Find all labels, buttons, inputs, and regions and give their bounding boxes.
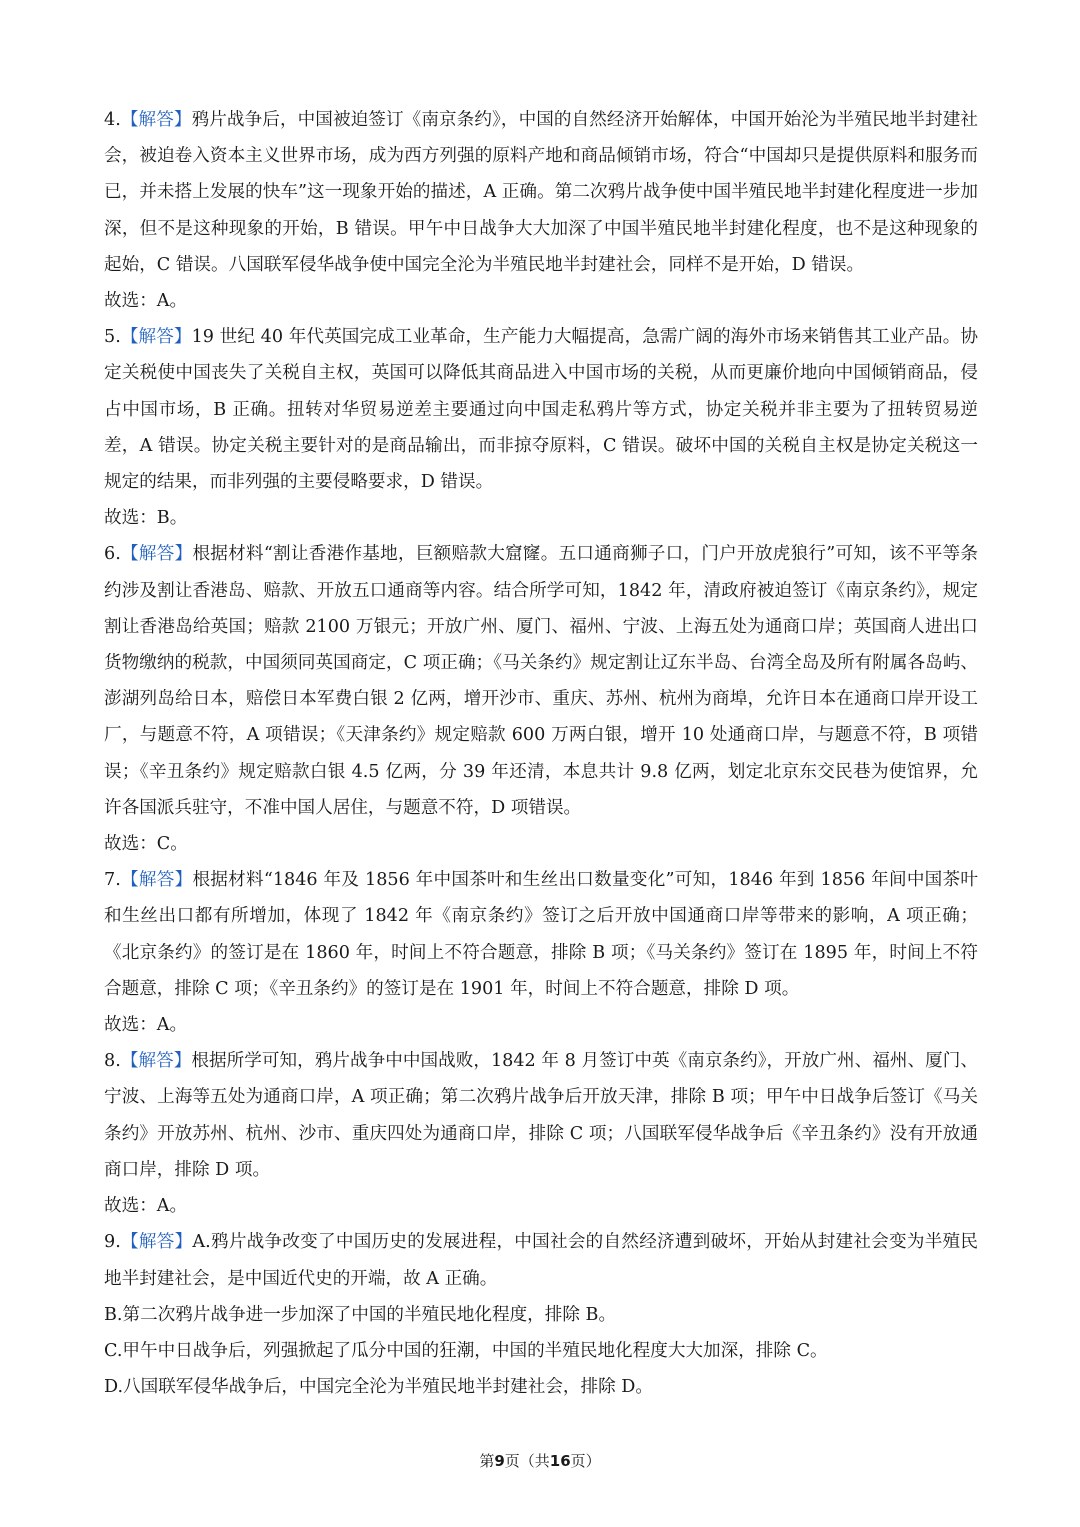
answer-tag: 【解答】	[120, 327, 192, 348]
item-number: 9.	[104, 1232, 121, 1253]
answer-text: A.鸦片战争改变了中国历史的发展进程，中国社会的自然经济遭到破坏，开始从封建社会变为半殖民地半封建社会，是中国近代史的开端，故 A 正确。	[104, 1232, 978, 1289]
answer-text: 根据材料“割让香港作基地，巨额赔款大窟窿。五口通商狮子口，门户开放虎狼行”可知，该不平等条约涉及割让香港岛、赔款、开放五口通商等内容。结合所学可知，1842 年，清政府被迫签订《南京条约》，规定割让香港岛给英国；赔款 2100 万银元；开放广州、厦门、福州、宁波、上海五处为通商口岸；英国商人进出口货物缴纳的税款，中国须同英国商定，C 项正确；《马关条约》规定割让辽东半岛、台湾全岛及所有附属各岛屿、澎湖列岛给日本，赔偿日本军费白银 2 亿两，增开沙市、重庆、苏州、杭州为商埠，允许日本在通商口岸开设工厂，与题意不符，A 项错误；《天津条约》规定赔款 600 万两白银，增开 10 处通商口岸，与题意不符，B 项错误；《辛丑条约》规定赔款白银 4.5 亿两，分 39 年还清，本息共计 9.8 亿两，划定北京东交民巷为使馆界，允许各国派兵驻守，不准中国人居住，与题意不符，D 项错误。	[104, 544, 978, 818]
answer-item-5	[104, 319, 978, 500]
answer-tag: 【解答】	[120, 1232, 193, 1253]
answer-text: 根据所学可知，鸦片战争中中国战败，1842 年 8 月签订中英《南京条约》，开放广州、福州、厦门、宁波、上海等五处为通商口岸，A 项正确；第二次鸦片战争后开放天津，排除 B 项；甲午中日战争后签订《马关条约》开放苏州、杭州、沙市、重庆四处为通商口岸，排除 C 项；八国联军侵华战争后《辛丑条约》没有开放通商口岸，排除 D 项。	[104, 1051, 978, 1180]
answer-item-6	[104, 536, 978, 826]
answer-choice: 故选：A。	[104, 1015, 188, 1036]
item-number: 6.	[104, 544, 121, 565]
answer-tag: 【解答】	[120, 110, 192, 130]
answer-text: 19 世纪 40 年代英国完成工业革命，生产能力大幅提高，急需广阔的海外市场来销售其工业产品。协定关税使中国丧失了关税自主权，英国可以降低其商品进入中国市场的关税，从而更廉价地向中国倾销商品，侵占中国市场，B 正确。扭转对华贸易逆差主要通过向中国走私鸦片等方式，协定关税并非主要为了扭转贸易逆差，A 错误。协定关税主要针对的是商品输出，而非掠夺原料，C 错误。破坏中国的关税自主权是协定关税这一规定的结果，而非列强的主要侵略要求，D 错误。	[104, 327, 978, 493]
answer-item-4	[104, 102, 978, 283]
answer-tag: 【解答】	[120, 870, 193, 891]
footer-middle: 页（共	[504, 1452, 550, 1470]
answer-text: 根据材料“1846 年及 1856 年中国茶叶和生丝出口数量变化”可知，1846 年到 1856 年间中国茶叶和生丝出口都有所增加，体现了 1842 年《南京条约》签订之后开放中国通商口岸等带来的影响，A 项正确；《北京条约》的签订是在 1860 年，时间上不符合题意，排除 B 项；《马关条约》签订在 1895 年，时间上不符合题意，排除 C 项；《辛丑条约》的签订是在 1901 年，时间上不符合题意，排除 D 项。	[104, 870, 978, 999]
answer-content	[104, 102, 978, 1405]
answer-item-8	[104, 1043, 978, 1188]
item-number: 7.	[104, 870, 121, 891]
footer-page-number: 9	[494, 1452, 505, 1470]
answer-item-9	[104, 1224, 978, 1296]
item-number: 4.	[104, 110, 121, 130]
item-number: 8.	[104, 1051, 121, 1072]
answer-tag: 【解答】	[120, 1051, 192, 1072]
answer-option-line: C.甲午中日战争后，列强掀起了瓜分中国的狂潮，中国的半殖民地化程度大大加深，排除 C。	[104, 1340, 828, 1361]
answer-tag: 【解答】	[120, 544, 193, 565]
item-number: 5.	[104, 327, 121, 348]
footer-prefix: 第	[479, 1452, 495, 1470]
answer-item-7	[104, 862, 978, 1007]
answer-choice: 故选：A。	[104, 291, 188, 312]
answer-choice: 故选：B。	[104, 508, 188, 529]
footer-suffix: 页）	[570, 1452, 601, 1470]
answer-choice: 故选：C。	[104, 834, 188, 855]
answer-option-line: B.第二次鸦片战争进一步加深了中国的半殖民地化程度，排除 B。	[104, 1304, 617, 1325]
answer-choice: 故选：A。	[104, 1196, 188, 1217]
answer-option-line: D.八国联军侵华战争后，中国完全沦为半殖民地半封建社会，排除 D。	[104, 1377, 653, 1398]
answer-text: 鸦片战争后，中国被迫签订《南京条约》，中国的自然经济开始解体，中国开始沦为半殖民地半封建社会，被迫卷入资本主义世界市场，成为西方列强的原料产地和商品倾销市场，符合“中国却只是提供原料和服务而已，并未搭上发展的快车”这一现象开始的描述，A 正确。第二次鸦片战争使中国半殖民地半封建化程度进一步加深，但不是这种现象的开始，B 错误。甲午中日战争大大加深了中国半殖民地半封建化程度，也不是这种现象的起始，C 错误。八国联军侵华战争使中国完全沦为半殖民地半封建社会，同样不是开始，D 错误。	[104, 110, 978, 275]
page-footer	[0, 1450, 1080, 1471]
footer-total-pages: 16	[549, 1452, 571, 1470]
